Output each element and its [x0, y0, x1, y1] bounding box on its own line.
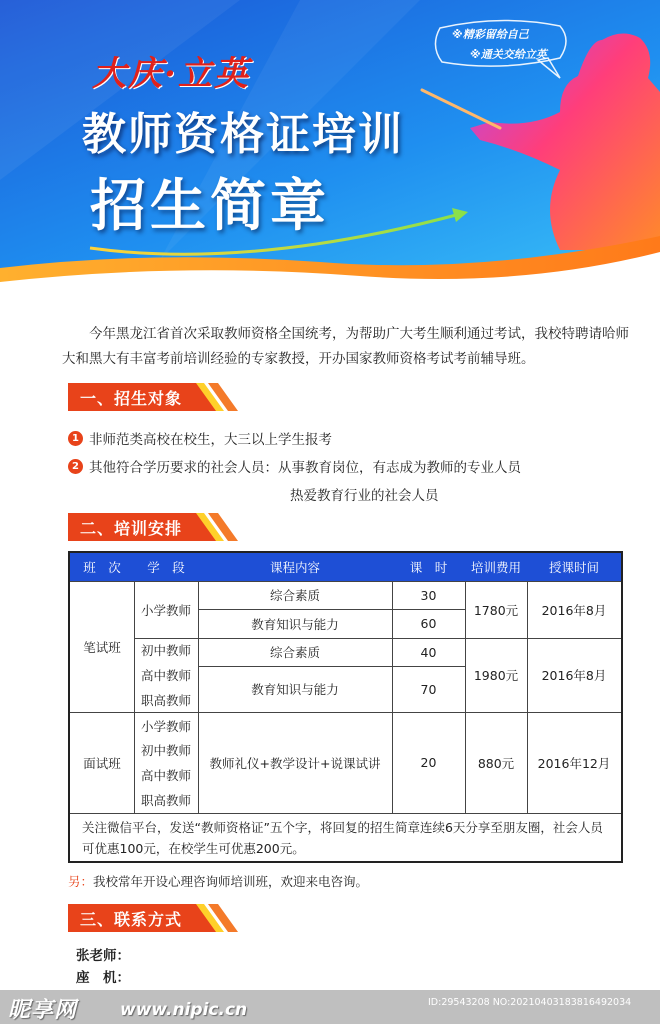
list-item: [68, 428, 332, 448]
table-cell-fee: 880元: [477, 755, 515, 771]
table-cell-hours: 40: [420, 644, 437, 660]
section-heading-recruitment: [68, 383, 238, 411]
table-cell-hours: 70: [420, 681, 437, 697]
watermark-url: www.nipic.cn: [120, 1000, 248, 1020]
table-note: 关注微信平台，发送“教师资格证”五个字，将回复的招生简章连续6天分享至朋友圈，社会人员可优惠100元，在校学生可优惠200元。: [82, 820, 603, 856]
table-cell-course: 教育知识与能力: [251, 682, 339, 697]
number-badge: 1: [68, 431, 83, 446]
extra-label: 另：: [68, 874, 94, 889]
watermark-logo: 昵享网: [8, 998, 78, 1023]
list-item-text: 热爱教育行业的社会人员: [290, 488, 439, 504]
list-item-text: 非师范类高校在校生，大三以上学生报考: [89, 432, 332, 448]
section-heading-contact: [68, 904, 238, 932]
intro-paragraph: 今年黑龙江省首次采取教师资格全国统考，为帮助广大考生顺利通过考试，我校特聘请哈师大和黑大有丰富考前培训经验的专家教授，开办国家教师资格考试考前辅导班。: [62, 326, 629, 367]
table-header-class: 班 次: [70, 553, 134, 581]
section-heading-schedule: [68, 513, 238, 541]
page-title: 教师资格证培训: [82, 109, 404, 160]
table-cell-hours: 60: [420, 616, 437, 631]
table-cell-hours: 20: [420, 755, 437, 770]
extra-text: 我校常年开设心理咨询师培训班，欢迎来电咨询。: [93, 874, 369, 889]
brand-name: 大庆·立英: [92, 54, 250, 94]
table-cell-date: 2016年8月: [541, 668, 607, 683]
table-cell-fee: 1980元: [473, 668, 519, 683]
table-cell-date: 2016年12月: [537, 755, 611, 771]
page-subtitle: 招生简章: [90, 174, 330, 239]
table-header-fee: 培训费用: [465, 553, 527, 581]
extra-notice: [68, 872, 368, 890]
section-title: 一、招生对象: [80, 389, 183, 408]
table-cell-course: 综合素质: [269, 645, 320, 660]
table-cell-date: 2016年8月: [541, 602, 607, 618]
table-header-date: 授课时间: [527, 553, 621, 581]
list-item: [68, 456, 521, 476]
slogan-line-1: ※精彩留给自己: [452, 28, 529, 41]
list-item-text: 其他符合学历要求的社会人员：从事教育岗位，有志成为教师的专业人员: [89, 460, 521, 476]
section-title: 三、联系方式: [80, 910, 183, 929]
table-cell-fee: 1780元: [473, 602, 519, 618]
table-cell-middle: 初中教师: [140, 743, 191, 758]
number-badge: 2: [68, 459, 83, 474]
slogan-line-2: ※通关交给立英: [470, 48, 547, 61]
training-table: [68, 551, 623, 863]
table-cell-interview-class: 面试班: [83, 755, 121, 771]
contact-teacher: 张老师：: [76, 948, 130, 964]
table-cell-course: 教师礼仪+教学设计+说课试讲: [209, 755, 381, 771]
table-header-course: 课程内容: [198, 553, 392, 581]
table-cell-hours: 30: [420, 587, 437, 603]
table-cell-middle: 初中教师: [140, 643, 191, 658]
table-cell-vocational: 职高教师: [140, 692, 191, 708]
contact-phone: 座 机：: [76, 970, 130, 986]
table-header-hours: 课 时: [392, 553, 465, 581]
section-title: 二、培训安排: [80, 519, 183, 538]
table-cell-course: 综合素质: [269, 588, 320, 603]
table-cell-written-class: 笔试班: [83, 639, 121, 655]
header-banner: [0, 0, 660, 300]
table-cell-primary: 小学教师: [140, 719, 191, 734]
table-cell-primary: 小学教师: [140, 602, 191, 618]
table-cell-vocational: 职高教师: [140, 792, 191, 808]
table-cell-high: 高中教师: [140, 767, 191, 783]
watermark-id: ID:29543208 NO:20210403183816492034: [428, 997, 632, 1008]
table-header-stage: 学 段: [134, 553, 198, 581]
table-cell-course: 教育知识与能力: [251, 616, 339, 632]
list-item-continuation: [290, 484, 439, 504]
table-cell-high: 高中教师: [140, 667, 191, 683]
